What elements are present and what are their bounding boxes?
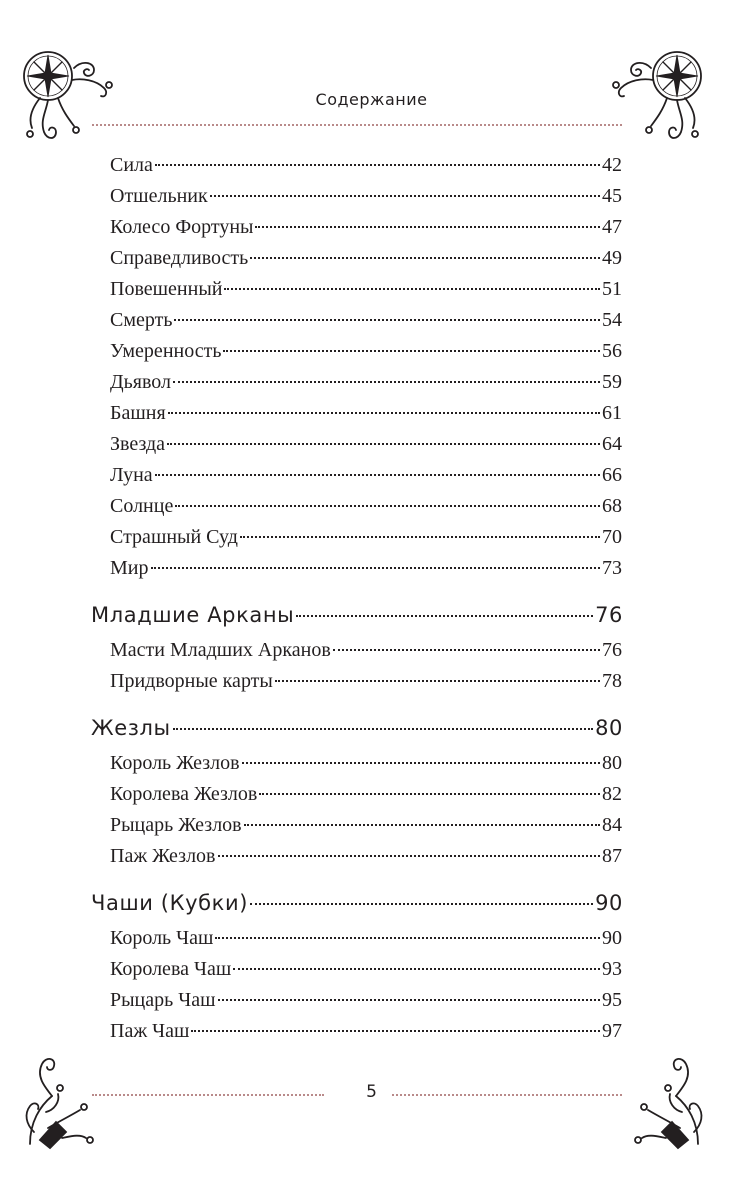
dot-leader bbox=[223, 350, 600, 352]
toc-entry-page: 51 bbox=[602, 278, 622, 300]
toc-entry bbox=[110, 985, 622, 1015]
toc-entry-title: Чаши (Кубки) bbox=[91, 891, 249, 915]
toc-entry-title: Смерть bbox=[110, 309, 173, 331]
dot-leader bbox=[275, 680, 600, 682]
toc-entry bbox=[110, 779, 622, 809]
toc-entry bbox=[110, 810, 622, 840]
dot-leader bbox=[250, 257, 600, 259]
toc-entry-page: 93 bbox=[602, 958, 622, 980]
toc-entry-title: Жезлы bbox=[91, 716, 171, 740]
toc-entry-page: 54 bbox=[602, 309, 622, 331]
toc-entry-title: Паж Жезлов bbox=[110, 845, 216, 867]
toc-entry-title: Паж Чаш bbox=[110, 1020, 190, 1042]
dot-leader bbox=[210, 195, 600, 197]
toc-entry bbox=[110, 212, 622, 242]
dot-leader bbox=[173, 381, 600, 383]
dot-leader bbox=[173, 728, 593, 730]
toc-entry-page: 95 bbox=[602, 989, 622, 1011]
toc-entry-page: 82 bbox=[602, 783, 622, 805]
toc-entry-page: 80 bbox=[602, 752, 622, 774]
toc-entry-page: 87 bbox=[602, 845, 622, 867]
toc-entry bbox=[110, 305, 622, 335]
toc-entry-page: 68 bbox=[602, 495, 622, 517]
toc-entry-page: 76 bbox=[595, 603, 623, 627]
toc-entry-title: Умеренность bbox=[110, 340, 222, 362]
toc-entry-title: Дьявол bbox=[110, 371, 171, 393]
toc-entry-title: Справедливость bbox=[110, 247, 249, 269]
toc-entry-page: 90 bbox=[595, 891, 623, 915]
dot-leader bbox=[167, 443, 600, 445]
toc-entry-page: 70 bbox=[602, 526, 622, 548]
toc-entry bbox=[110, 491, 622, 521]
toc-entry-title: Солнце bbox=[110, 495, 174, 517]
toc-entry bbox=[110, 1016, 622, 1046]
toc-section bbox=[91, 713, 623, 743]
toc-entry-page: 84 bbox=[602, 814, 622, 836]
toc-entry-page: 97 bbox=[602, 1020, 622, 1042]
toc-entry-page: 80 bbox=[595, 716, 623, 740]
dot-leader bbox=[168, 412, 600, 414]
dot-leader bbox=[242, 762, 600, 764]
dot-leader bbox=[233, 968, 600, 970]
toc-entry-page: 90 bbox=[602, 927, 622, 949]
toc-entry bbox=[110, 336, 622, 366]
toc-entry-title: Отшельник bbox=[110, 185, 208, 207]
running-header-title: Содержание bbox=[315, 90, 428, 109]
toc-entry bbox=[110, 553, 622, 583]
toc-entry-title: Масти Младших Арканов bbox=[110, 639, 331, 661]
toc-entry-page: 73 bbox=[602, 557, 622, 579]
toc-entry bbox=[110, 181, 622, 211]
toc-entry-title: Сила bbox=[110, 154, 153, 176]
toc-entry bbox=[110, 274, 622, 304]
toc-entry bbox=[110, 522, 622, 552]
dot-leader bbox=[244, 824, 600, 826]
toc-entry-title: Младшие Арканы bbox=[91, 603, 295, 627]
dot-leader bbox=[240, 536, 600, 538]
dot-leader bbox=[296, 615, 593, 617]
toc-entry-title: Король Чаш bbox=[110, 927, 214, 949]
toc-entry bbox=[110, 367, 622, 397]
toc-entry-page: 59 bbox=[602, 371, 622, 393]
toc-entry bbox=[110, 923, 622, 953]
toc-entry-page: 49 bbox=[602, 247, 622, 269]
toc-entry bbox=[110, 243, 622, 273]
toc-entry-title: Королева Чаш bbox=[110, 958, 232, 980]
toc-entry-page: 45 bbox=[602, 185, 622, 207]
dot-leader bbox=[174, 319, 600, 321]
toc-entry-page: 56 bbox=[602, 340, 622, 362]
header-dotted-rule bbox=[92, 124, 622, 126]
dot-leader bbox=[333, 649, 600, 651]
toc-entry-title: Башня bbox=[110, 402, 166, 424]
dot-leader bbox=[155, 164, 600, 166]
toc-entry-title: Придворные карты bbox=[110, 670, 273, 692]
swirl-ornament-bottom-right bbox=[626, 1052, 706, 1152]
toc-entry-page: 78 bbox=[602, 670, 622, 692]
dot-leader bbox=[218, 855, 601, 857]
toc-entry-title: Королева Жезлов bbox=[110, 783, 258, 805]
dot-leader bbox=[255, 226, 600, 228]
dot-leader bbox=[215, 937, 600, 939]
dot-leader bbox=[250, 903, 593, 905]
dot-leader bbox=[175, 505, 600, 507]
dot-leader bbox=[151, 567, 601, 569]
toc-entry-title: Рыцарь Чаш bbox=[110, 989, 216, 1011]
toc-entry-title: Колесо Фортуны bbox=[110, 216, 254, 238]
dot-leader bbox=[191, 1030, 600, 1032]
toc-section bbox=[91, 600, 623, 630]
toc-entry bbox=[110, 150, 622, 180]
toc-entry-title: Повешенный bbox=[110, 278, 223, 300]
dot-leader bbox=[155, 474, 600, 476]
toc-entry bbox=[110, 635, 622, 665]
toc-entry-page: 76 bbox=[602, 639, 622, 661]
toc-entry-title: Рыцарь Жезлов bbox=[110, 814, 242, 836]
toc-entry-page: 61 bbox=[602, 402, 622, 424]
toc-entry bbox=[110, 429, 622, 459]
toc-entry bbox=[110, 841, 622, 871]
toc-entry-page: 66 bbox=[602, 464, 622, 486]
swirl-ornament-bottom-left bbox=[22, 1052, 102, 1152]
page-number: 5 bbox=[366, 1082, 377, 1102]
toc-section bbox=[91, 888, 623, 918]
toc-entry bbox=[110, 748, 622, 778]
toc-entry bbox=[110, 460, 622, 490]
dot-leader bbox=[224, 288, 600, 290]
toc-entry-title: Мир bbox=[110, 557, 149, 579]
toc-entry-page: 64 bbox=[602, 433, 622, 455]
toc-entry-title: Страшный Суд bbox=[110, 526, 238, 548]
footer-dotted-rule-right bbox=[392, 1094, 622, 1096]
toc-entry-title: Луна bbox=[110, 464, 153, 486]
toc-entry bbox=[110, 954, 622, 984]
dot-leader bbox=[218, 999, 600, 1001]
toc-entry-title: Король Жезлов bbox=[110, 752, 240, 774]
toc-entry-page: 47 bbox=[602, 216, 622, 238]
toc-entry bbox=[110, 666, 622, 696]
toc-entry bbox=[110, 398, 622, 428]
dot-leader bbox=[259, 793, 600, 795]
toc-entry-title: Звезда bbox=[110, 433, 166, 455]
toc-entry-page: 42 bbox=[602, 154, 622, 176]
